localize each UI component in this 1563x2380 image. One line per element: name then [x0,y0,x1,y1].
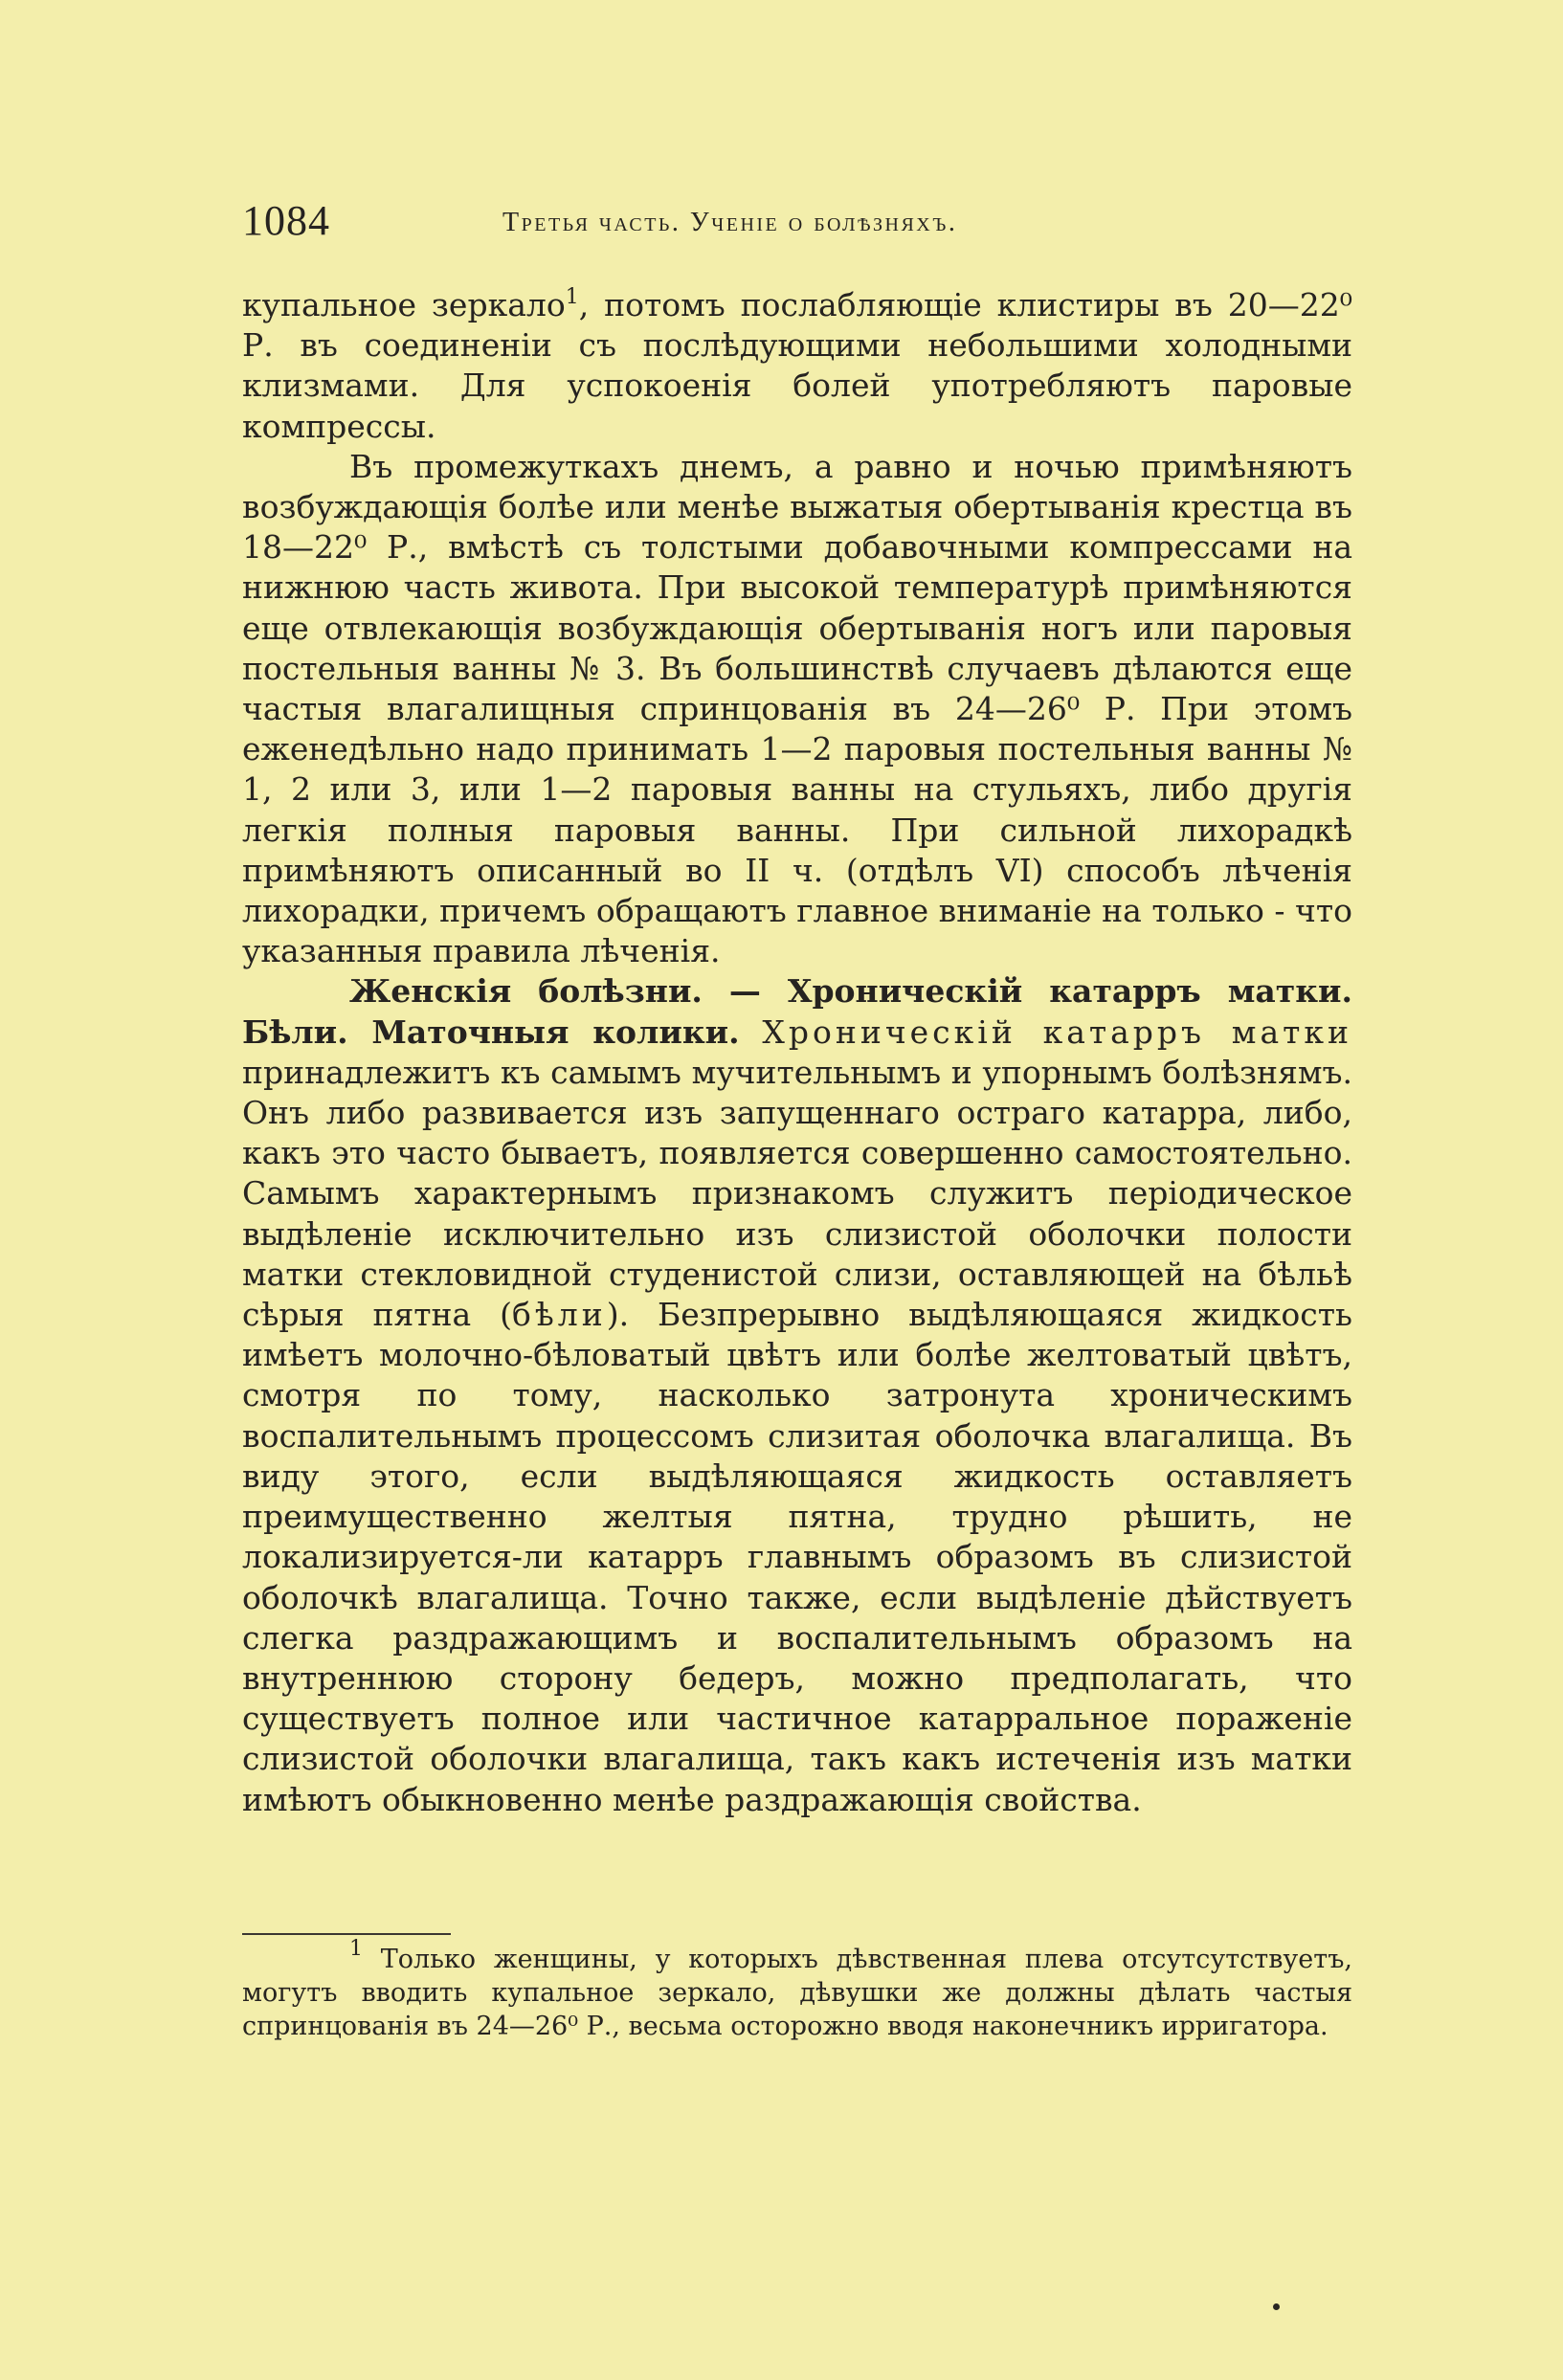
paragraph-3-text-a: принадлежитъ къ самымъ мучительнымъ и упорнымъ болѣзнямъ. Онъ либо развивается изъ запущеннаго остраго катарра, либо, какъ это часто бываетъ, появляется совершенно самостоятельно. Самымъ характернымъ признакомъ служитъ періодическое выдѣленіе исключительно изъ слизистой оболочки полости матки стекловидной студенистой слизи, оставляющей на бѣльѣ сѣрыя пятна ( [242,1053,1352,1334]
paragraph-1-text-b: , потомъ послабляющіе клистиры въ 20—22⁰ Р. въ соединеніи съ послѣдующими небольшими холодными клизмами. Для успокоенія болей употребляютъ паровые компрессы. [242,286,1352,445]
footnote-mark: 1 [349,1937,363,1961]
paragraph-3 [242,971,1352,1819]
section-heading: Женскія болѣзни. — Хроническій катарръ матки. Бѣли. Маточныя колики. [242,972,1352,1051]
main-text [242,285,1352,1820]
page-number: 1084 [242,197,330,244]
footnotes [242,1937,1352,2043]
paragraph-2: Въ промежуткахъ днемъ, а равно и ночью примѣняютъ возбуждающія болѣе или менѣе выжатыя обертыванія крестца въ 18—22⁰ Р., вмѣстѣ съ толстыми добавочными компрессами на нижнюю часть живота. При высокой температурѣ примѣняются еще отвлекающія возбуждающія обертыванія ногъ или паровыя постельныя ванны № 3. Въ большинствѣ случаевъ дѣлаются еще частыя влагалищныя спринцованія въ 24—26⁰ Р. При этомъ еженедѣльно надо принимать 1—2 паровыя постельныя ванны № 1, 2 или 3, или 1—2 паровыя ванны на стульяхъ, либо другія легкія полныя паровыя ванны. При сильной лихорадкѣ примѣняютъ описанный во II ч. (отдѣлъ VI) способъ лѣченія лихорадки, причемъ обращаютъ главное вниманіе на только - что указанныя правила лѣченія. [242,447,1352,970]
paragraph-3-text-b: ). Безпрерывно выдѣляющаяся жидкость имѣетъ молочно-бѣловатый цвѣтъ или болѣе желтоватый цвѣтъ, смотря по тому, насколько затронута хроническимъ воспалительнымъ процессомъ слизитая оболочка влагалища. Въ виду этого, если выдѣляющаяся жидкость оставляетъ преимущественно желтыя пятна, трудно рѣшить, не локализируется-ли катарръ главнымъ образомъ въ слизистой оболочкѣ влагалища. Точно также, если выдѣленіе дѣйствуетъ слегка раздражающимъ и воспалительнымъ образомъ на внутреннюю сторону бедеръ, можно предполагать, что существуетъ полное или частичное катарральное пораженіе слизистой оболочки влагалища, такъ какъ истеченія изъ матки имѣютъ обыкновенно менѣе раздражающія свойства. [242,1296,1352,1818]
footnote-divider [242,1933,451,1935]
running-head: Третья часть. Ученіе о болѣзняхъ. [502,208,958,237]
page-header [242,196,1352,254]
spaced-term-beli: бѣли [512,1296,607,1334]
spaced-term: Хроническій катарръ матки [762,1012,1352,1051]
footnote-text: Только женщины, у которыхъ дѣвственная плева отсутсутствуетъ, могутъ вводить купальное зеркало, дѣвушки же должны дѣлать частыя спринцованія въ 24—26⁰ Р., весьма осторожно вводя наконечникъ ирригатора. [242,1945,1352,2041]
footnote-1 [242,1937,1352,2043]
footnote-reference: 1 [565,285,579,309]
paragraph-1-text-a: купальное зеркало [242,286,566,323]
ink-speck [1273,2303,1280,2310]
paragraph-1 [242,285,1352,447]
